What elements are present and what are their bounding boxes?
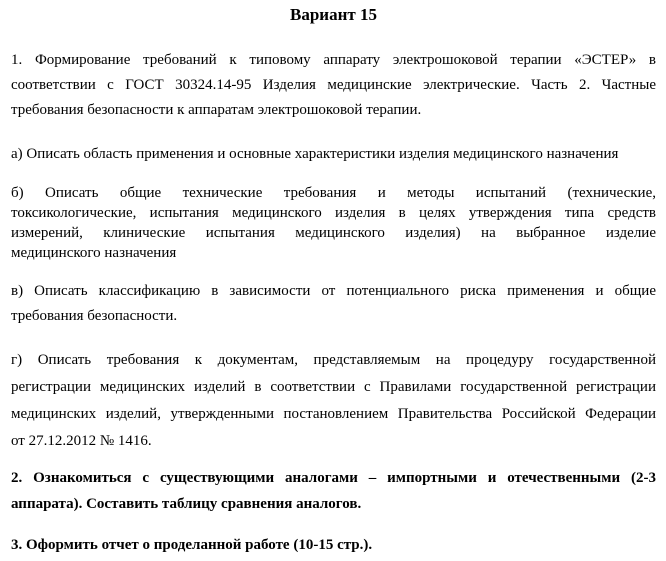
paragraph-item-b	[11, 183, 656, 263]
paragraph-item-g	[11, 347, 656, 455]
text-line: 3. Оформить отчет о проделанной работе (10-15 стр.).	[11, 537, 373, 553]
text-line: аппарата). Составить таблицу сравнения аналогов.	[11, 496, 362, 512]
text-line: б) Описать общие технические требования и методы испытаний (технические,	[11, 185, 656, 201]
text-line: требования безопасности.	[11, 308, 178, 324]
text-line: в) Описать классификацию в зависимости от потенциального риска применения и общие	[11, 283, 656, 299]
document-title: Вариант 15	[290, 5, 377, 24]
paragraph-item-v	[11, 279, 656, 329]
text-line: г) Описать требования к документам, представляемым на процедуру государственной	[11, 352, 656, 368]
text-line: регистрации медицинских изделий в соответствии с Правилами государственной регистрации	[11, 379, 656, 395]
text-line: 2. Ознакомиться с существующими аналогами – импортными и отечественными (2-3	[11, 470, 656, 486]
text-line: измерений, клинические испытания медицинского изделия) на выбранное изделие	[11, 225, 656, 241]
text-line: соответствии с ГОСТ 30324.14-95 Изделия медицинские электрические. Часть 2. Частные	[11, 77, 656, 93]
text-line: токсикологические, испытания медицинского изделия в целях утверждения типа средств	[11, 205, 656, 221]
text-line: от 27.12.2012 № 1416.	[11, 433, 152, 449]
text-line: медицинских изделий, утвержденными постановлением Правительства Российской Федерации	[11, 406, 656, 422]
text-line: а) Описать область применения и основные характеристики изделия медицинского назначения	[11, 146, 619, 162]
text-line: 1. Формирование требований к типовому аппарату электрошоковой терапии «ЭСТЕР» в	[11, 52, 656, 68]
paragraph-item-2	[11, 465, 656, 517]
paragraph-item-a	[11, 143, 656, 165]
text-line: медицинского назначения	[11, 245, 177, 261]
paragraph-item-3	[11, 534, 656, 556]
text-line: требования безопасности к аппаратам электрошоковой терапии.	[11, 102, 422, 118]
paragraph-item-1	[11, 48, 656, 123]
